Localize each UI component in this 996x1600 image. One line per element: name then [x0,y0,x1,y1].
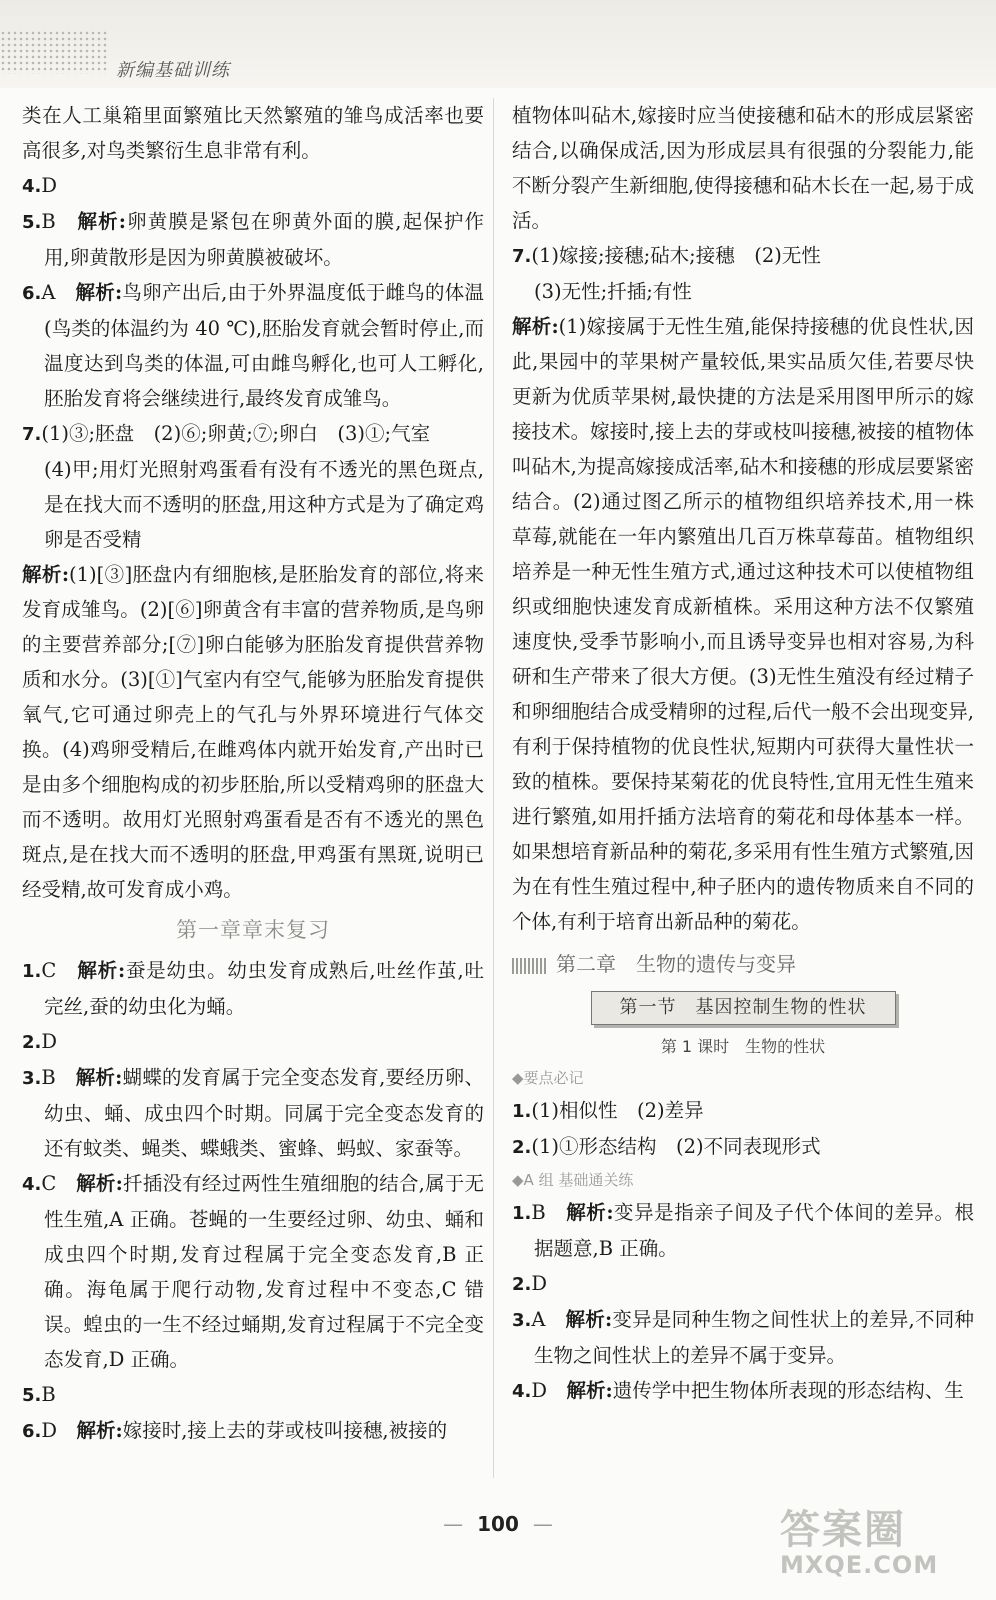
lesson-heading: 第 1 课时 生物的性状 [660,1037,826,1056]
answer-choice: B [41,1066,56,1089]
question-number: 7. [512,246,532,267]
chapter-heading-text: 第二章 生物的遗传与变异 [556,952,796,976]
analysis-text: 扦插没有经过两性生殖细胞的结合,属于无性生殖,A 正确。苍蝇的一生要经过卵、幼虫、蛹和成虫四个时期,发育过程属于完全变态发育,B 正确。海龟属于爬行动物,发育过程中不变态,C 错误。蝗虫的一生不经过蛹期,发育过程属于不完全变态发育,D 正确。 [44,1172,484,1371]
analysis-label: 解析: [77,959,126,982]
answer-item [22,416,484,452]
question-number: 4. [22,1174,42,1195]
analysis-paragraph [22,557,484,907]
analysis-text: 变异是同种生物之间性状上的差异,不同种生物之间性状上的差异不属于变异。 [534,1308,974,1367]
analysis-label: 解析: [565,1308,613,1331]
answer-choice: A [41,281,56,304]
answer-item [512,1093,974,1129]
analysis-label: 解析: [75,281,123,304]
question-number: 1. [512,1203,532,1224]
question-number: 3. [512,1310,532,1331]
question-number: 4. [22,176,42,197]
question-number: 2. [22,1032,42,1053]
continuation-text: 植物体叫砧木,嫁接时应当使接穗和砧木的形成层紧密结合,以确保成活,因为形成层具有很强的分裂能力,能不断分裂产生新细胞,使得接穗和砧木长在一起,易于成活。 [512,104,974,232]
answer-choice: (1)③;胚盘 (2)⑥;卵黄;⑦;卵白 (3)①;气室 [41,422,431,445]
analysis-label: 解析: [77,210,126,233]
question-number: 6. [22,1421,42,1442]
analysis-label: 解析: [76,1419,123,1442]
question-number: 7. [22,424,42,445]
analysis-text: 遗传学中把生物体所表现的形态结构、生 [612,1379,964,1402]
analysis-label: 解析: [22,563,70,586]
answer-choice: A [531,1308,546,1331]
question-number: 4. [512,1381,532,1402]
section-banner-text: 第一节 基因控制生物的性状 [591,991,896,1025]
analysis-label: 解析: [512,315,559,338]
question-number: 2. [512,1137,532,1158]
analysis-text: 卵黄膜是紧包在卵黄外面的膜,起保护作用,卵黄散形是因为卵黄膜被破坏。 [44,210,484,269]
answer-item [512,1266,974,1302]
subsection-tag-text: A 组 基础通关练 [523,1171,634,1189]
answer-item [22,1166,484,1377]
header-band [0,0,996,88]
answer-choice: D [41,1419,58,1442]
question-number: 2. [512,1274,532,1295]
header-title: 新编基础训练 [116,60,230,81]
chapter-bars-icon [512,958,548,974]
answer-item [22,168,484,204]
right-column [512,98,974,1409]
diamond-icon: ◆ [512,1069,524,1087]
question-number: 6. [22,283,42,304]
answer-choice: (1)①形态结构 (2)不同表现形式 [531,1135,821,1158]
answer-continuation: (4)甲;用灯光照射鸡蛋看有没有不透光的黑色斑点,是在找大而不透明的胚盘,用这种方式是为了确定鸡卵是否受精 [44,458,484,551]
analysis-text: 蝴蝶的发育属于完全变态发育,要经历卵、幼虫、蛹、成虫四个时期。同属于完全变态发育的还有蚊类、蝇类、蝶蛾类、蜜蜂、蚂蚁、家蚕等。 [44,1066,484,1160]
page-number-value: 100 [477,1512,519,1536]
header-dot-pattern [0,30,108,74]
subsection-tag-text: 要点必记 [523,1069,584,1087]
analysis-label: 解析: [75,1066,123,1089]
analysis-text: (1)[③]胚盘内有细胞核,是胚胎发育的部位,将来发育成雏鸟。(2)[⑥]卵黄含有丰富的营养物质,是鸟卵的主要营养部分;[⑦]卵白能够为胚胎发育提供营养物质和水分。(3)[①]气室内有空气,能够为胚胎发育提供氧气,它可通过卵壳上的气孔与外界环境进行气体交换。(4)鸡卵受精后,在雌鸡体内就开始发育,产出时已是由多个细胞构成的初步胚胎,所以受精鸡卵的胚盘大而不透明。故用灯光照射鸡蛋看是否有不透光的黑色斑点,是在找大而不透明的胚盘,甲鸡蛋有黑斑,说明已经受精,故可发育成小鸡。 [22,563,484,901]
subsection-tag [512,1165,974,1195]
analysis-text: (1)嫁接属于无性生殖,能保持接穗的优良性状,因此,果园中的苹果树产量较低,果实品质欠佳,若要尽快更新为优质苹果树,最快捷的方法是采用图甲所示的嫁接技术。嫁接时,接上去的芽或枝叫接穗,被接的植物体叫砧木,为提高嫁接成活率,砧木和接穗的形成层要紧密结合。(2)通过图乙所示的植物组织培养技术,用一株草莓,就能在一年内繁殖出几百万株草莓苗。植物组织培养是一种无性生殖方式,通过这种技术可以使植物组织或细胞快速发育成新植株。采用这种方法不仅繁殖速度快,受季节影响小,而且诱导变异也相对容易,为科研和生产带来了很大方便。(3)无性生殖没有经过精子和卵细胞结合成受精卵的过程,后代一般不会出现变异,有利于保持植物的优良性状,短期内可获得大量性状一致的植株。要保持某菊花的优良特性,宜用无性生殖来进行繁殖,如用扦插方法培育的菊花和母体基本一样。如果想培育新品种的菊花,多采用有性生殖方式繁殖,因为在有性生殖过程中,种子胚内的遗传物质来自不同的个体,有利于培育出新品种的菊花。 [512,315,974,933]
answer-choice: D [531,1272,548,1295]
analysis-label: 解析: [566,1379,613,1402]
analysis-paragraph [512,309,974,939]
subsection-tag [512,1063,974,1093]
question-number: 1. [512,1101,532,1122]
watermark-line2: MXQE.COM [780,1551,939,1579]
answer-item [22,1377,484,1413]
answer-choice: B [41,1383,56,1406]
question-number: 1. [22,961,42,982]
analysis-text: 嫁接时,接上去的芽或枝叫接穗,被接的 [122,1419,448,1442]
answer-item [22,953,484,1024]
answer-item [22,1024,484,1060]
analysis-label: 解析: [566,1201,614,1224]
answer-item [22,204,484,275]
section-heading: 第一章章末复习 [176,918,330,942]
question-number: 3. [22,1068,42,1089]
answer-item [22,275,484,416]
analysis-text: 鸟卵产出后,由于外界温度低于雌鸟的体温(鸟类的体温约为 40 ℃),胚胎发育就会暂时停止,而温度达到鸟类的体温,可由雌鸟孵化,也可人工孵化,胚胎发育将会继续进行,最终发育成雏鸟。 [44,281,484,410]
answer-item [512,1195,974,1266]
answer-choice: C [41,1172,57,1195]
analysis-label: 解析: [76,1172,123,1195]
column-divider [493,98,494,1478]
left-column [22,98,484,1449]
section-banner [512,985,974,1031]
question-number: 5. [22,212,42,233]
answer-item [512,1129,974,1165]
answer-item [512,238,974,274]
analysis-text: 蚕是幼虫。幼虫发育成熟后,吐丝作茧,吐完丝,蚕的幼虫化为蛹。 [44,959,484,1018]
watermark-logo [780,1498,980,1590]
analysis-text: 变异是指亲子间及子代个体间的差异。根据题意,B 正确。 [534,1201,974,1260]
answer-item [22,1060,484,1166]
answer-choice: (1)相似性 (2)差异 [531,1099,704,1122]
question-number: 5. [22,1385,42,1406]
answer-choice: C [41,959,57,982]
page-number: — 100 — [443,1512,553,1536]
diamond-icon: ◆ [512,1171,524,1189]
answer-item [22,1413,484,1449]
answer-continuation: (3)无性;扦插;有性 [534,280,692,303]
answer-item [512,1302,974,1373]
continuation-text: 类在人工巢箱里面繁殖比天然繁殖的雏鸟成活率也要高很多,对鸟类繁衍生息非常有利。 [22,104,484,162]
watermark-line1: 答案圈 [780,1507,906,1553]
answer-choice: D [531,1379,548,1402]
answer-choice: B [531,1201,546,1224]
answer-choice: D [41,174,58,197]
chapter-heading [512,943,974,985]
answer-choice: (1)嫁接;接穗;砧木;接穗 (2)无性 [531,244,821,267]
answer-choice: B [41,210,56,233]
answer-choice: D [41,1030,58,1053]
answer-item [512,1373,974,1409]
